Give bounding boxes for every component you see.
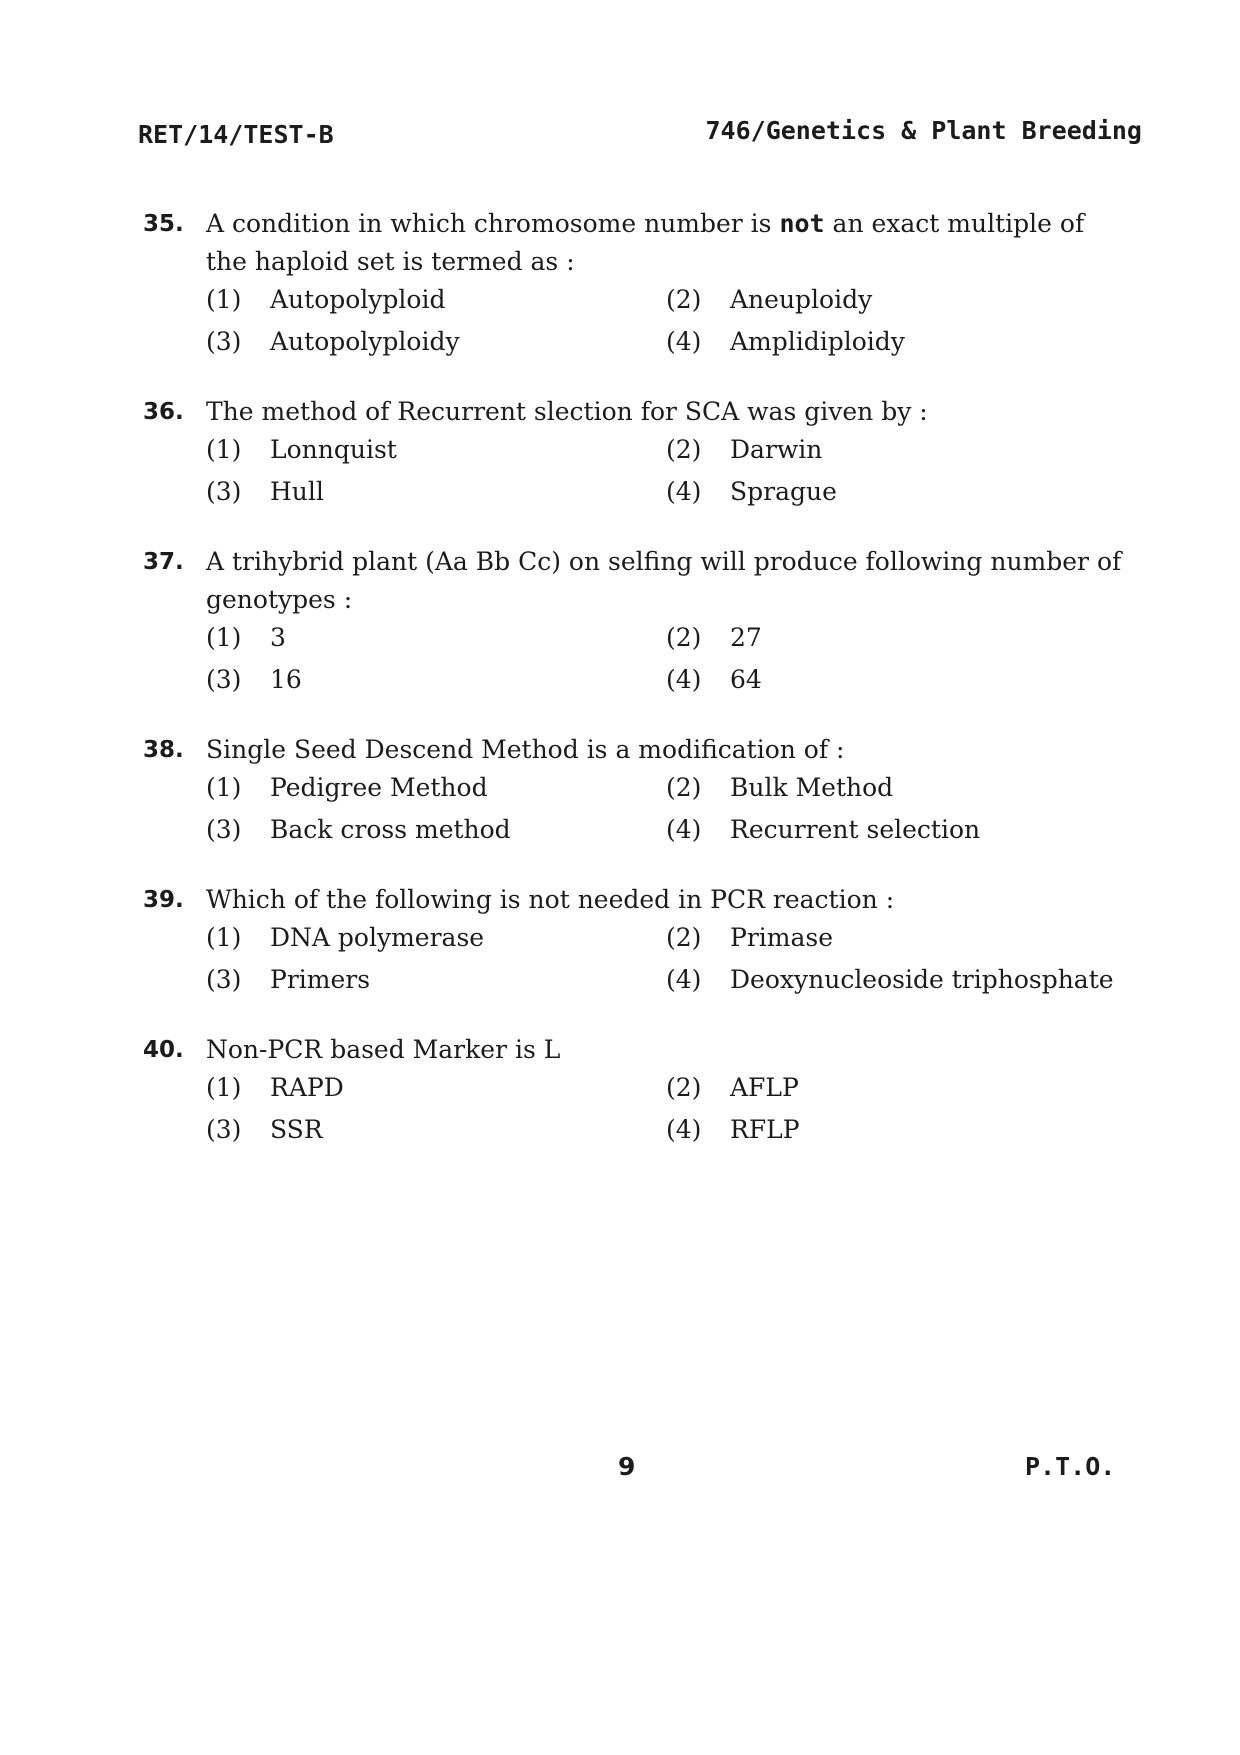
option-2: (2) Aneuploidy xyxy=(666,285,873,314)
option-4: (4) 64 xyxy=(666,665,762,694)
option-4: (4) Deoxynucleoside triphosphate xyxy=(666,965,1114,994)
option-4: (4) RFLP xyxy=(666,1115,800,1144)
option-2: (2) AFLP xyxy=(666,1073,799,1102)
question-number: 39. xyxy=(143,887,184,913)
question-text: A trihybrid plant (Aa Bb Cc) on selfing will produce following number of genotypes : xyxy=(206,547,1122,614)
question-text: Which of the following is not needed in PCR reaction : xyxy=(206,885,895,914)
option-4: (4) Amplidiploidy xyxy=(666,327,905,356)
option-1: (1) Lonnquist xyxy=(206,435,397,464)
page-header xyxy=(138,116,1142,160)
question-37 xyxy=(143,543,1123,699)
options xyxy=(206,769,1123,849)
options xyxy=(206,619,1123,699)
question-40 xyxy=(143,1031,1123,1149)
question-39 xyxy=(143,881,1123,999)
question-text: The method of Recurrent slection for SCA was given by : xyxy=(206,397,928,426)
subject-title: 746/Genetics & Plant Breeding xyxy=(705,116,1142,145)
option-4: (4) Recurrent selection xyxy=(666,815,981,844)
pto-label: P.T.O. xyxy=(1025,1452,1116,1481)
option-1: (1) RAPD xyxy=(206,1073,344,1102)
option-2: (2) Primase xyxy=(666,923,834,952)
question-number: 40. xyxy=(143,1037,184,1063)
question-text: Non-PCR based Marker is L xyxy=(206,1035,561,1064)
option-3: (3) SSR xyxy=(206,1115,323,1144)
option-3: (3) Hull xyxy=(206,477,324,506)
option-1: (1) Pedigree Method xyxy=(206,773,488,802)
paper-code: RET/14/TEST-B xyxy=(138,120,334,149)
option-4: (4) Sprague xyxy=(666,477,837,506)
question-35 xyxy=(143,205,1123,361)
question-number: 36. xyxy=(143,399,184,425)
question-text: Single Seed Descend Method is a modification of : xyxy=(206,735,845,764)
option-3: (3) Back cross method xyxy=(206,815,511,844)
option-1: (1) Autopolyploid xyxy=(206,285,446,314)
option-1: (1) 3 xyxy=(206,623,286,652)
question-number: 38. xyxy=(143,737,184,763)
question-list xyxy=(143,205,1123,1181)
question-number: 35. xyxy=(143,211,184,237)
option-3: (3) 16 xyxy=(206,665,302,694)
page-number: 9 xyxy=(618,1452,636,1481)
options xyxy=(206,1069,1123,1149)
option-2: (2) 27 xyxy=(666,623,762,652)
emphasis-word: not xyxy=(779,209,825,238)
options xyxy=(206,281,1123,361)
question-number: 37. xyxy=(143,549,184,575)
options xyxy=(206,919,1123,999)
option-3: (3) Primers xyxy=(206,965,371,994)
option-1: (1) DNA polymerase xyxy=(206,923,485,952)
question-36 xyxy=(143,393,1123,511)
option-2: (2) Darwin xyxy=(666,435,823,464)
question-text: A condition in which chromosome number is not an exact multiple of the haploid set is termed as : xyxy=(206,209,1085,276)
options xyxy=(206,431,1123,511)
question-38 xyxy=(143,731,1123,849)
option-2: (2) Bulk Method xyxy=(666,773,894,802)
option-3: (3) Autopolyploidy xyxy=(206,327,460,356)
